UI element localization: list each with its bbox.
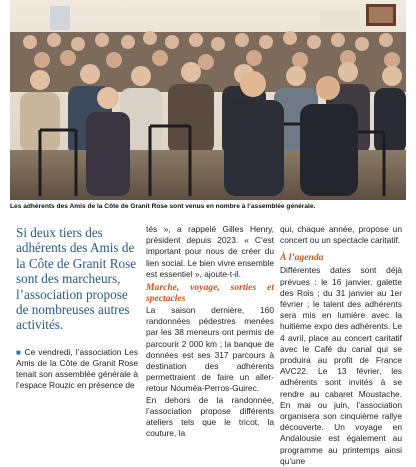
col2-subheading: Marche, voyage, sorties et spectacles — [146, 282, 274, 305]
photo-caption: Les adhérents des Amis de la Côte de Granit Rose sont venus en nombre à l’assemblée générale. — [10, 203, 316, 210]
column-3 — [280, 224, 402, 467]
col2-body-text: La saison dernière, 160 randonnées pédestres menées par les 38 meneurs ont permis de parcourir 2 000 km ; la banque de données est ses 317 parcours à destination des adhérents permettraient de faire un aller-retour Nouméa-Perros-Guirec. En dehors de la randonnée, l’association propose différents ateliers tels que le tricot, la couture, la — [146, 305, 274, 439]
col3-body-text: Différentes dates sont déjà prévues : le 16 janvier, galette des Rois ; du 31 janvier au 1er février ; le talent des adhérents sera mis en lumière avec la huitième expo des adhérents. Le 4 avril, place au concert caritatif avec le Café du canal qui se produira au profit de France AVC22. Le 13 février, les adhérents sont invités à se rendre au cabaret Moustache. En mai ou juin, l’association organisera son cinquième rallye découverte. Un voyage en Andalousie est également au programme au printemps ainsi qu’une — [280, 265, 402, 466]
col1-paragraph — [16, 347, 138, 392]
intro-standfirst: Si deux tiers des adhérents des Amis de la Côte de Granit Rose sont des marcheurs, l’association propose de nombreuses autres activités. — [16, 225, 137, 333]
col2-top-text: tés », a rappelé Gilles Henry, président depuis 2023. « C’est important pour nous de créer du lien social. Le bien vivre ensemble est essentiel », ajoute-t-il. — [146, 224, 274, 279]
column-1 — [16, 225, 138, 392]
col3-subheading: À l’agenda — [280, 252, 324, 264]
assembly-photo — [10, 0, 406, 200]
column-2 — [146, 224, 274, 439]
bullet-icon: ■ — [16, 347, 25, 357]
col3-top-text: qui, chaque année, propose un concert ou un spectacle caritatif. — [280, 224, 402, 246]
col1-body-text: Ce vendredi, l’association Les Amis de la Côte de Granit Rose tenait son assemblée générale à l’espace Rouzic en présence de — [16, 346, 138, 391]
